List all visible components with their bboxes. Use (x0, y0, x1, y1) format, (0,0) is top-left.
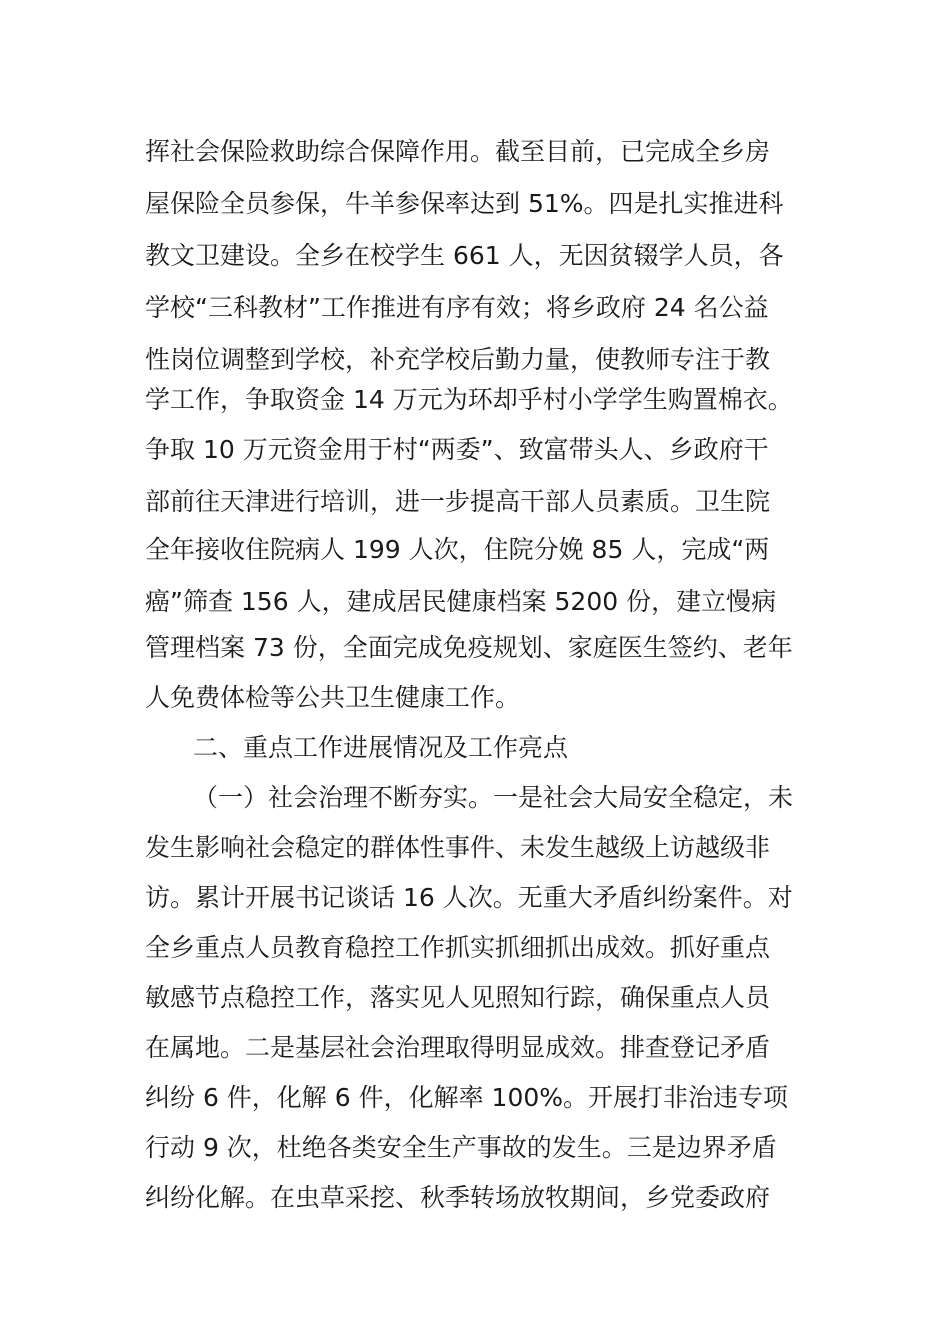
paragraph-line: 纠纷 6 件，化解 6 件，化解率 100%。开展打非治违专项 (145, 1083, 789, 1112)
paragraph-line: 纠纷化解。在虫草采挖、秋季转场放牧期间，乡党委政府 (145, 1183, 771, 1212)
paragraph-line: 挥社会保险救助综合保障作用。截至目前，已完成全乡房 (145, 137, 771, 166)
paragraph-line: 学工作，争取资金 14 万元为环却乎村小学学生购置棉衣。 (145, 385, 793, 414)
section-heading: 二、重点工作进展情况及工作亮点 (193, 733, 569, 762)
paragraph-line: 行动 9 次，杜绝各类安全生产事故的发生。三是边界矛盾 (145, 1133, 777, 1162)
paragraph-line: 全年接收住院病人 199 人次，住院分娩 85 人，完成“两 (145, 535, 770, 564)
paragraph-line: 教文卫建设。全乡在校学生 661 人，无因贫辍学人员，各 (145, 241, 784, 270)
paragraph-line: （一）社会治理不断夯实。一是社会大局安全稳定，未 (193, 783, 794, 812)
paragraph-line: 访。累计开展书记谈话 16 人次。无重大矛盾纠纷案件。对 (145, 883, 793, 912)
paragraph-line: 部前往天津进行培训，进一步提高干部人员素质。卫生院 (145, 487, 771, 516)
paragraph-line: 全乡重点人员教育稳控工作抓实抓细抓出成效。抓好重点 (145, 933, 771, 962)
paragraph-line: 在属地。二是基层社会治理取得明显成效。排查登记矛盾 (145, 1033, 771, 1062)
paragraph-line: 争取 10 万元资金用于村“两委”、致富带头人、乡政府干 (145, 435, 769, 464)
paragraph-line: 学校“三科教材”工作推进有序有效；将乡政府 24 名公益 (145, 293, 769, 322)
paragraph-line: 发生影响社会稳定的群体性事件、未发生越级上访越级非 (145, 833, 771, 862)
paragraph-line: 人免费体检等公共卫生健康工作。 (145, 683, 521, 712)
paragraph-line: 管理档案 73 份，全面完成免疫规划、家庭医生签约、老年 (145, 633, 793, 662)
paragraph-line: 敏感节点稳控工作，落实见人见照知行踪，确保重点人员 (145, 983, 771, 1012)
paragraph-line: 屋保险全员参保，牛羊参保率达到 51%。四是扎实推进科 (145, 189, 784, 218)
paragraph-line: 癌”筛查 156 人，建成居民健康档案 5200 份，建立慢病 (145, 587, 777, 616)
paragraph-line: 性岗位调整到学校，补充学校后勤力量，使教师专注于教 (145, 345, 771, 374)
